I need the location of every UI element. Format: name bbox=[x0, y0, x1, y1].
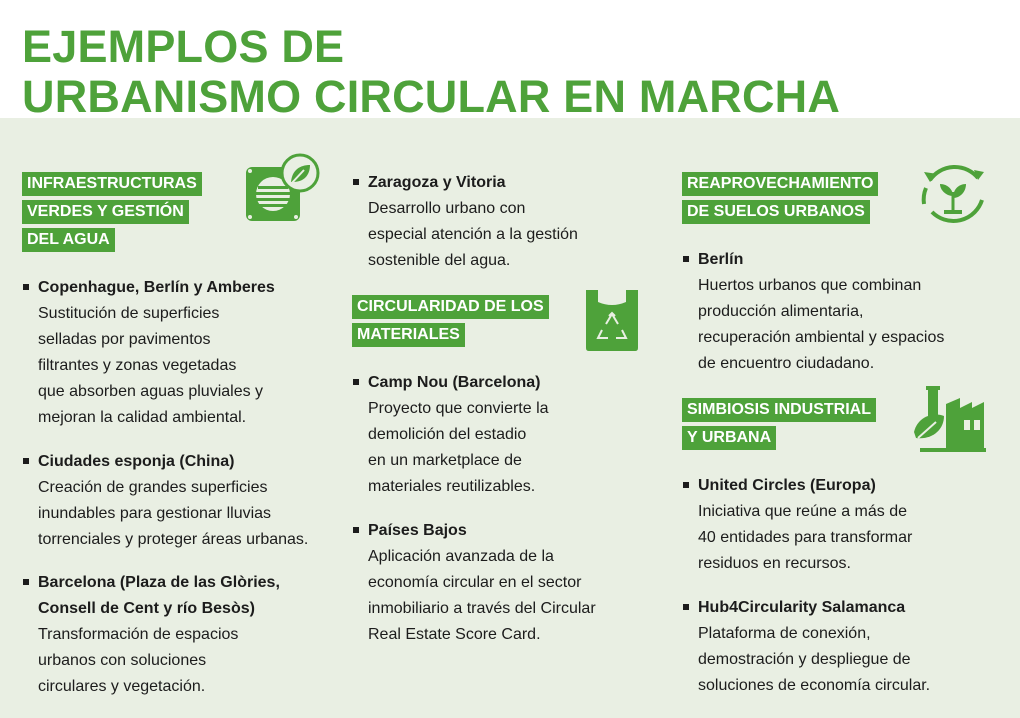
item-text: Proyecto que convierte la bbox=[368, 400, 549, 417]
tag-circularidad bbox=[352, 295, 549, 351]
list-item bbox=[698, 247, 998, 377]
item-text: Iniciativa que reúne a más de bbox=[698, 503, 908, 520]
item-text: Real Estate Score Card. bbox=[368, 626, 541, 643]
tag-line: DE SUELOS URBANOS bbox=[682, 200, 870, 224]
list-item bbox=[38, 570, 338, 700]
item-text: Sustitución de superficies bbox=[38, 305, 220, 322]
item-text: Aplicación avanzada de la bbox=[368, 548, 554, 565]
item-text: Creación de grandes superficies bbox=[38, 479, 268, 496]
item-title: Consell de Cent y río Besòs) bbox=[38, 600, 255, 617]
tag-line: CIRCULARIDAD DE LOS bbox=[352, 295, 549, 319]
tag-line: REAPROVECHAMIENTO bbox=[682, 172, 878, 196]
item-title: Copenhague, Berlín y Amberes bbox=[38, 279, 275, 296]
title-line-2: URBANISMO CIRCULAR EN MARCHA bbox=[22, 71, 841, 122]
item-text: recuperación ambiental y espacios bbox=[698, 329, 945, 346]
item-text: Desarrollo urbano con bbox=[368, 200, 526, 217]
title-line-1: EJEMPLOS DE bbox=[22, 21, 345, 72]
item-text: Plataforma de conexión, bbox=[698, 625, 871, 642]
item-text: urbanos con soluciones bbox=[38, 652, 207, 669]
recycle-bag-icon bbox=[584, 286, 640, 352]
tag-line: INFRAESTRUCTURAS bbox=[22, 172, 202, 196]
item-text: que absorben aguas pluviales y bbox=[38, 383, 264, 400]
item-text: filtrantes y zonas vegetadas bbox=[38, 357, 237, 374]
tag-simbiosis bbox=[682, 398, 876, 454]
list-item bbox=[368, 518, 668, 648]
item-title: Ciudades esponja (China) bbox=[38, 453, 235, 470]
item-title: Zaragoza y Vitoria bbox=[368, 174, 506, 191]
item-text: circulares y vegetación. bbox=[38, 678, 206, 695]
item-text: en un marketplace de bbox=[368, 452, 522, 469]
list-item bbox=[368, 170, 668, 274]
item-text: selladas por pavimentos bbox=[38, 331, 211, 348]
item-title: Países Bajos bbox=[368, 522, 467, 539]
item-text: residuos en recursos. bbox=[698, 555, 851, 572]
item-text: economía circular en el sector bbox=[368, 574, 582, 591]
item-title: Berlín bbox=[698, 251, 744, 268]
list-item bbox=[38, 449, 338, 553]
list-item bbox=[698, 473, 998, 577]
item-text: soluciones de economía circular. bbox=[698, 677, 931, 694]
drain-leaf-icon bbox=[244, 153, 324, 225]
item-text: torrenciales y proteger áreas urbanas. bbox=[38, 531, 309, 548]
item-text: inmobiliario a través del Circular bbox=[368, 600, 596, 617]
tag-infraestructuras bbox=[22, 172, 202, 256]
tag-line: VERDES Y GESTIÓN bbox=[22, 200, 189, 224]
item-text: demolición del estadio bbox=[368, 426, 527, 443]
tag-line: MATERIALES bbox=[352, 323, 465, 347]
item-text: Huertos urbanos que combinan bbox=[698, 277, 922, 294]
sprout-cycle-icon bbox=[918, 160, 990, 228]
tag-line: Y URBANA bbox=[682, 426, 776, 450]
item-text: Transformación de espacios bbox=[38, 626, 239, 643]
list-item bbox=[38, 275, 338, 431]
item-text: materiales reutilizables. bbox=[368, 478, 536, 495]
page-title bbox=[22, 22, 840, 122]
item-title: Barcelona (Plaza de las Glòries, bbox=[38, 574, 280, 591]
header-band bbox=[0, 0, 1020, 122]
item-text: producción alimentaria, bbox=[698, 303, 864, 320]
item-text: 40 entidades para transformar bbox=[698, 529, 913, 546]
item-text: demostración y despliegue de bbox=[698, 651, 911, 668]
item-title: Hub4Circularity Salamanca bbox=[698, 599, 906, 616]
list-item bbox=[698, 595, 998, 699]
item-title: United Circles (Europa) bbox=[698, 477, 876, 494]
item-text: especial atención a la gestión bbox=[368, 226, 578, 243]
tag-reaprovechamiento bbox=[682, 172, 878, 228]
item-text: de encuentro ciudadano. bbox=[698, 355, 875, 372]
item-text: inundables para gestionar lluvias bbox=[38, 505, 272, 522]
list-item bbox=[368, 370, 668, 500]
tag-line: SIMBIOSIS INDUSTRIAL bbox=[682, 398, 876, 422]
item-title: Camp Nou (Barcelona) bbox=[368, 374, 541, 391]
tag-line: DEL AGUA bbox=[22, 228, 115, 252]
factory-leaf-icon bbox=[912, 384, 988, 460]
item-text: sostenible del agua. bbox=[368, 252, 511, 269]
item-text: mejoran la calidad ambiental. bbox=[38, 409, 247, 426]
